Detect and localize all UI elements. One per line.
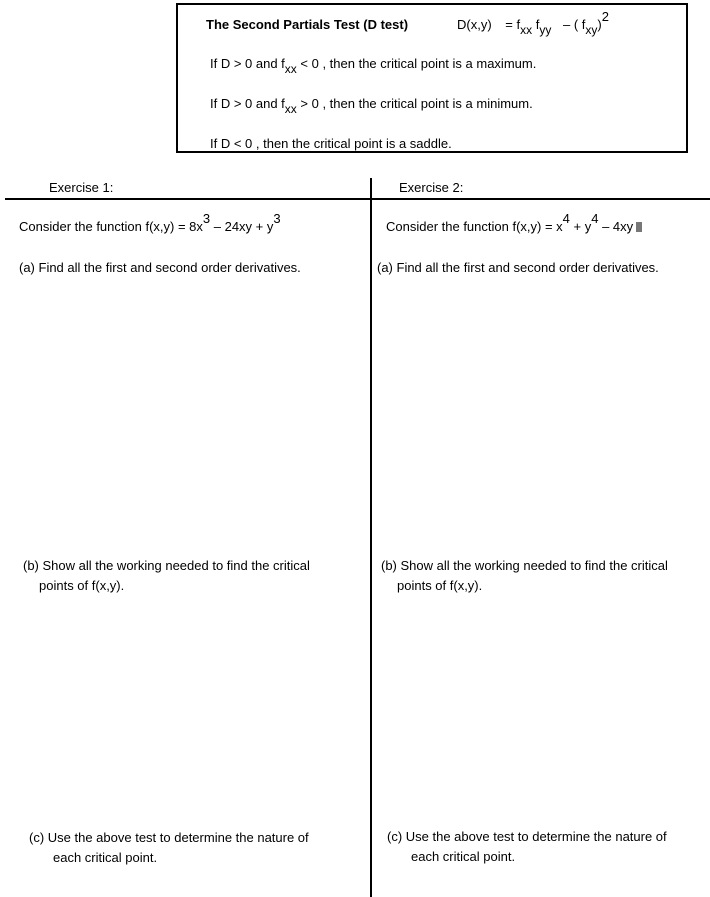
rule-min-sub: xx — [284, 102, 297, 116]
rule-minimum — [210, 96, 533, 116]
ex1-fn-exp2: 3 — [273, 211, 281, 226]
formula-minus: – ( f — [563, 17, 586, 32]
text-cursor-mark — [636, 222, 642, 232]
rule-max-post: < 0 , then the critical point is a maximum. — [296, 56, 537, 71]
ex2-fn-post: – 4xy — [598, 219, 634, 234]
rule-maximum — [210, 56, 537, 76]
exercise2-function — [386, 211, 642, 234]
exercise1-part-b-line1: (b) Show all the working needed to find the critical — [23, 558, 310, 573]
formula-eq: = f — [505, 17, 521, 32]
ex1-fn-pre: Consider the function f(x,y) = 8x — [19, 219, 203, 234]
exercise2-heading: Exercise 2: — [399, 180, 464, 195]
exercise2-part-b-line2: points of f(x,y). — [397, 578, 483, 593]
rule-max-sub: xx — [284, 62, 297, 76]
formula-exp: 2 — [601, 9, 609, 24]
exercise2-part-b-line1: (b) Show all the working needed to find the critical — [381, 558, 668, 573]
exercise1-part-b-line2: points of f(x,y). — [39, 578, 125, 593]
formula-sub-xy: xy — [585, 23, 598, 37]
rule-min-pre: If D > 0 and f — [210, 96, 285, 111]
vertical-divider — [370, 178, 372, 897]
formula-close: ) — [597, 17, 602, 32]
exercise2-part-c-line2: each critical point. — [411, 849, 516, 864]
exercise1-heading: Exercise 1: — [49, 180, 114, 195]
formula-sub-yy: yy — [539, 23, 552, 37]
horizontal-divider — [5, 198, 710, 200]
exercise1-part-a: (a) Find all the first and second order derivatives. — [19, 260, 301, 275]
rule-min-post: > 0 , then the critical point is a minimum. — [296, 96, 533, 111]
ex2-fn-exp2: 4 — [591, 211, 599, 226]
exercise1-part-c-line2: each critical point. — [53, 850, 158, 865]
d-formula — [457, 9, 609, 37]
rule-saddle: If D < 0 , then the critical point is a saddle. — [210, 136, 452, 151]
exercise1-function — [19, 211, 281, 234]
ex2-fn-exp1: 4 — [562, 211, 570, 226]
formula-sub-xx: xx — [520, 23, 533, 37]
ex2-fn-pre: Consider the function f(x,y) = x — [386, 219, 563, 234]
formula-lhs: D(x,y) — [457, 17, 492, 32]
exercise1-part-c-line1: (c) Use the above test to determine the nature of — [29, 830, 309, 845]
ex1-fn-exp1: 3 — [202, 211, 211, 226]
exercise2-part-a: (a) Find all the first and second order derivatives. — [377, 260, 659, 275]
ex1-fn-mid: – 24xy + y — [210, 219, 274, 234]
exercise2-part-c-line1: (c) Use the above test to determine the nature of — [387, 829, 667, 844]
rule-max-pre: If D > 0 and f — [210, 56, 285, 71]
formula-f: f — [535, 17, 540, 32]
ex2-fn-mid: + y — [569, 219, 592, 234]
test-title: The Second Partials Test (D test) — [206, 17, 409, 32]
